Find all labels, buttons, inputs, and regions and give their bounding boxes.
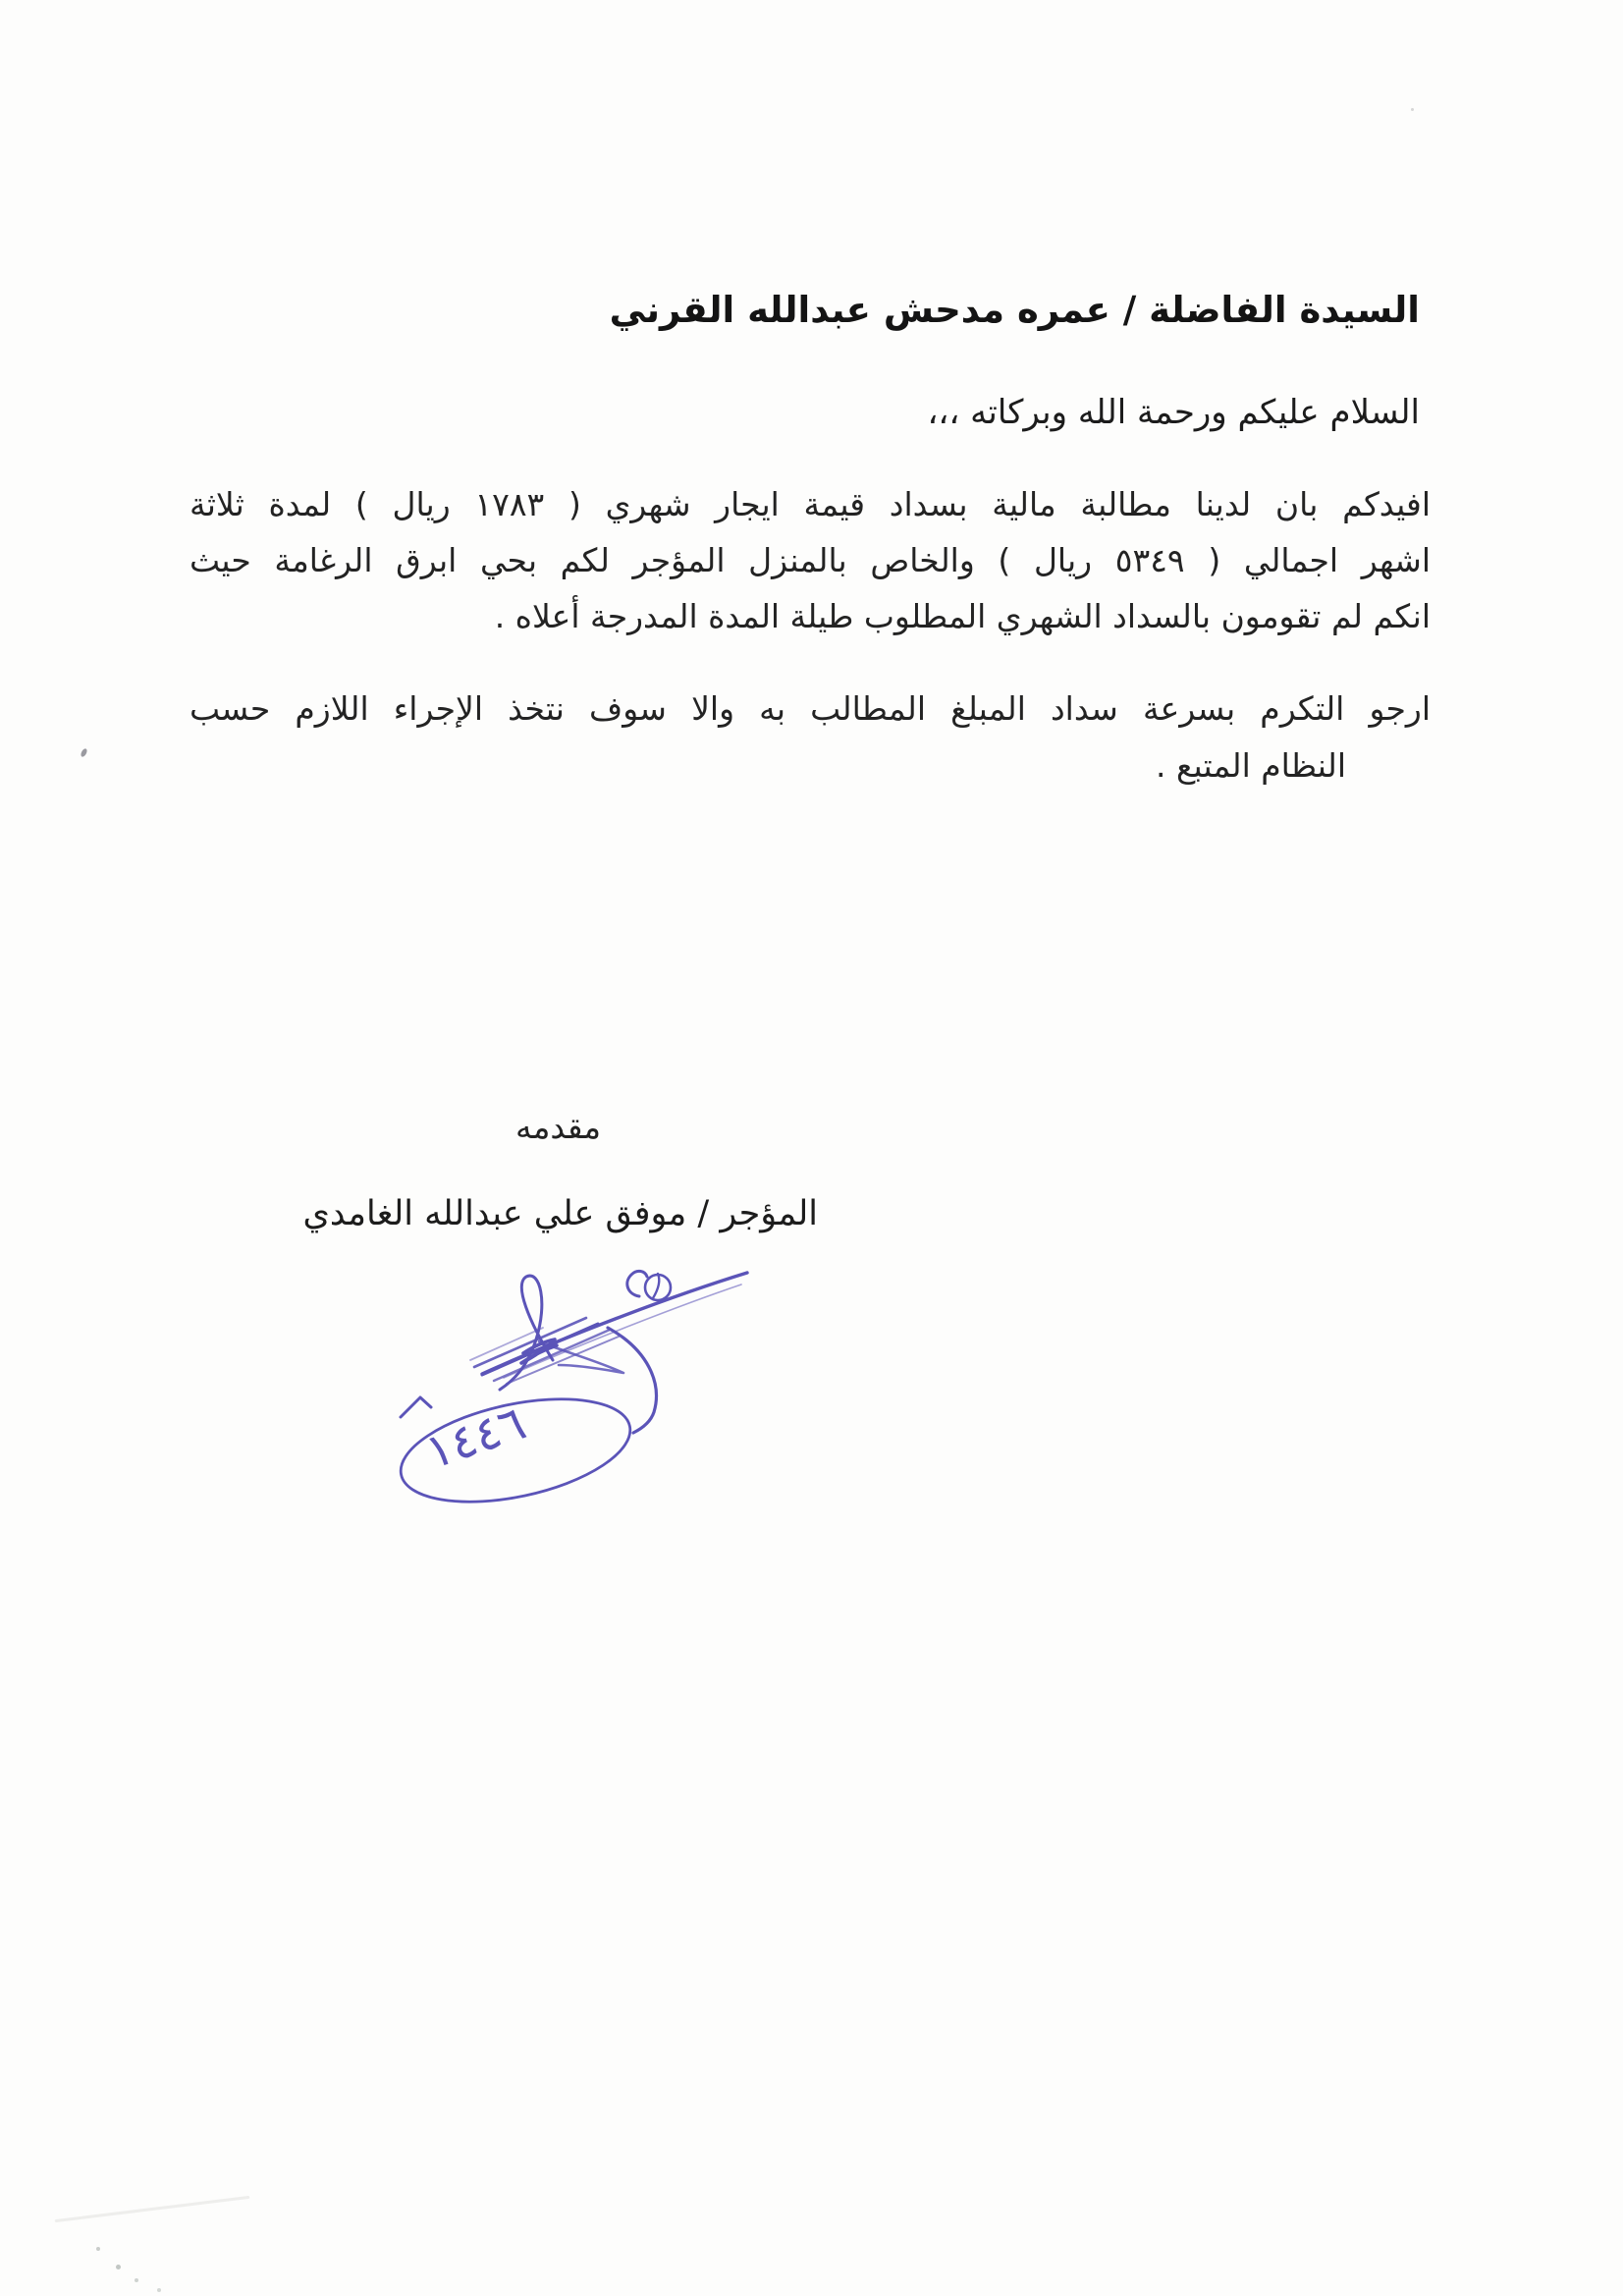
closing-label: مقدمه [515, 1108, 602, 1146]
paragraph-1-line-1: افيدكم بان لدينا مطالبة مالية بسداد قيمة ايجار شهري ( ١٧٨٣ ريال ) لمدة ثلاثة [189, 485, 1432, 523]
scan-speck [80, 747, 88, 757]
signatory-line: المؤجر / موفق علي عبدالله الغامدي [302, 1194, 818, 1233]
scan-speck [1411, 108, 1414, 111]
scan-speck [96, 2247, 100, 2251]
paragraph-1-line-3: انكم لم تقومون بالسداد الشهري المطلوب طيلة المدة المدرجة أعلاه . [494, 597, 1431, 635]
greeting-line: السلام عليكم ورحمة الله وبركاته ،،، [927, 393, 1420, 432]
scan-speck [157, 2288, 161, 2292]
scan-speck [116, 2265, 121, 2269]
recipient-line: السيدة الفاضلة / عمره مدحش عبدالله القرني [609, 289, 1420, 331]
scan-speck [135, 2278, 138, 2282]
paragraph-2-line-1: ارجو التكرم بسرعة سداد المبلغ المطالب به والا سوف نتخذ الإجراء اللازم حسب [189, 689, 1431, 728]
paragraph-1-line-2: اشهر اجمالي ( ٥٣٤٩ ريال ) والخاص بالمنزل المؤجر لكم بحي ابرق الرغامة حيث [189, 541, 1431, 579]
paragraph-2-line-2: النظام المتبع . [1156, 746, 1346, 785]
signature-number: ١٤٤٦ [418, 1394, 533, 1481]
signature-ink-icon [376, 1259, 769, 1519]
signature [376, 1259, 769, 1519]
scan-smudge [55, 2196, 250, 2222]
